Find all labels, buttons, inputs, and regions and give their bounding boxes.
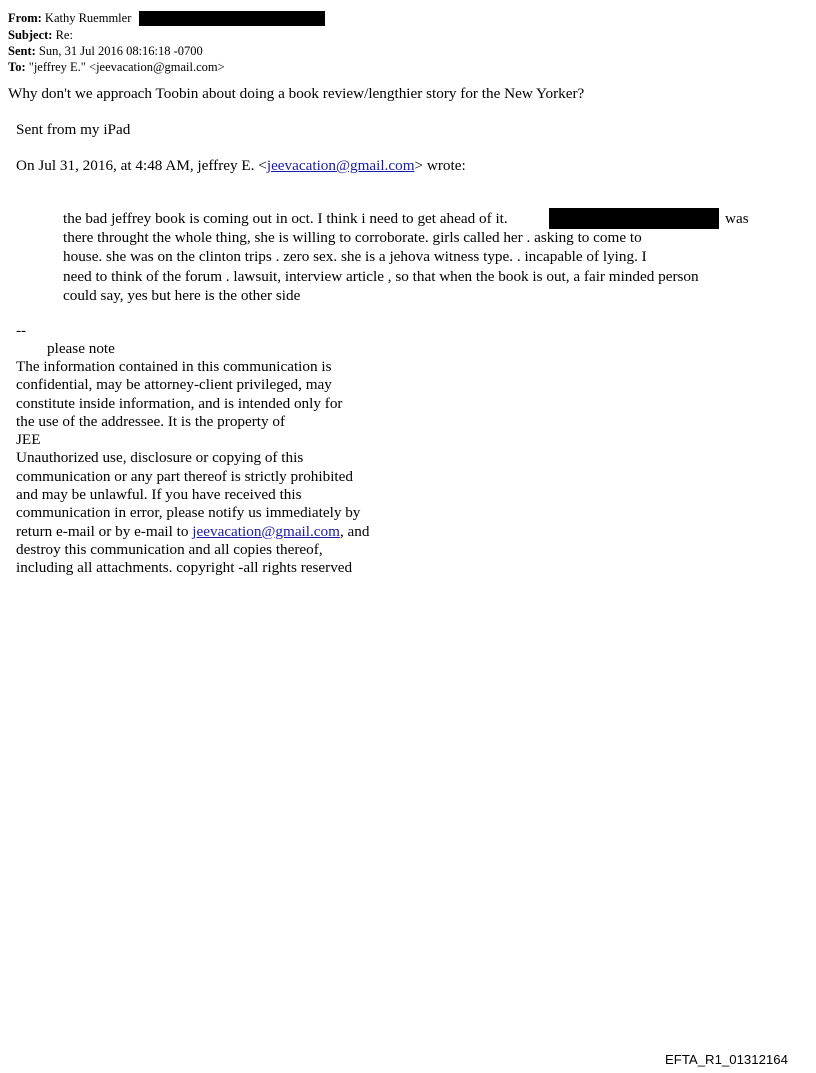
- quoted-line: there throught the whole thing, she is willing to corroborate. girls called her . asking to come to: [63, 229, 642, 247]
- return-prefix: return e-mail or by e-mail to: [16, 522, 193, 540]
- quoted-line-text: the bad jeffrey book is coming out in oct. I think i need to get ahead of it.: [63, 210, 508, 227]
- disclaimer-line: and may be unlawful. If you have received this: [16, 486, 302, 504]
- subject-label: Subject:: [8, 27, 53, 42]
- return-suffix: , and: [339, 522, 370, 540]
- redaction-trailing-word: was: [725, 210, 749, 227]
- email-headers: [8, 10, 325, 75]
- message-body: Why don't we approach Toobin about doing a book review/lengthier story for the New Yorker?: [8, 85, 585, 102]
- disclaimer-return-line: [16, 523, 369, 541]
- disclaimer-email-link[interactable]: jeevacation@gmail.com: [192, 522, 340, 540]
- to-value: "jeffrey E." <jeevacation@gmail.com>: [28, 60, 225, 75]
- sent-row: [8, 43, 325, 59]
- attribution-suffix: > wrote:: [414, 157, 466, 174]
- disclaimer-line: constitute inside information, and is intended only for: [16, 394, 343, 412]
- disclaimer-line: including all attachments. copyright -all rights reserved: [16, 559, 353, 577]
- disclaimer-line: communication in error, please notify us immediately by: [16, 504, 361, 522]
- attribution-email-link[interactable]: jeevacation@gmail.com: [266, 157, 415, 174]
- sent-value: Sun, 31 Jul 2016 08:16:18 -0700: [38, 43, 203, 58]
- disclaimer-line: The information contained in this communication is: [16, 358, 332, 375]
- quoted-line: could say, yes but here is the other side: [63, 286, 301, 304]
- disclaimer-line: the use of the addressee. It is the property of: [16, 412, 286, 430]
- to-row: [8, 59, 325, 75]
- attribution-prefix: On Jul 31, 2016, at 4:48 AM, jeffrey E. <: [16, 157, 267, 174]
- from-redaction: [139, 11, 325, 26]
- from-row: [8, 10, 325, 27]
- confidentiality-disclaimer: [16, 358, 369, 578]
- quote-attribution: [16, 157, 466, 175]
- document-id: EFTA_R1_01312164: [665, 1052, 788, 1067]
- sent-label: Sent:: [8, 43, 36, 58]
- quoted-line: need to think of the forum . lawsuit, interview article , so that when the book is out, a fair minded person: [63, 267, 699, 285]
- disclaimer-line: destroy this communication and all copies thereof,: [16, 540, 323, 558]
- disclaimer-line: communication or any part thereof is strictly prohibited: [16, 467, 353, 485]
- please-note: please note: [47, 340, 115, 357]
- from-value: Kathy Ruemmler: [44, 11, 132, 25]
- message-signature: Sent from my iPad: [16, 121, 131, 138]
- disclaimer-line: confidential, may be attorney-client privileged, may: [16, 376, 332, 394]
- subject-value: Re:: [55, 27, 73, 42]
- disclaimer-line: JEE: [16, 431, 41, 449]
- quoted-line: [63, 209, 753, 228]
- signature-separator: --: [16, 322, 27, 339]
- subject-row: [8, 27, 325, 43]
- from-label: From:: [8, 11, 42, 25]
- disclaimer-line: Unauthorized use, disclosure or copying of this: [16, 449, 304, 467]
- body-redaction: [549, 208, 719, 229]
- to-label: To:: [8, 60, 26, 75]
- quoted-message: [63, 209, 753, 305]
- quoted-line: house. she was on the clinton trips . zero sex. she is a jehova witness type. . incapable of lying. I: [63, 248, 647, 266]
